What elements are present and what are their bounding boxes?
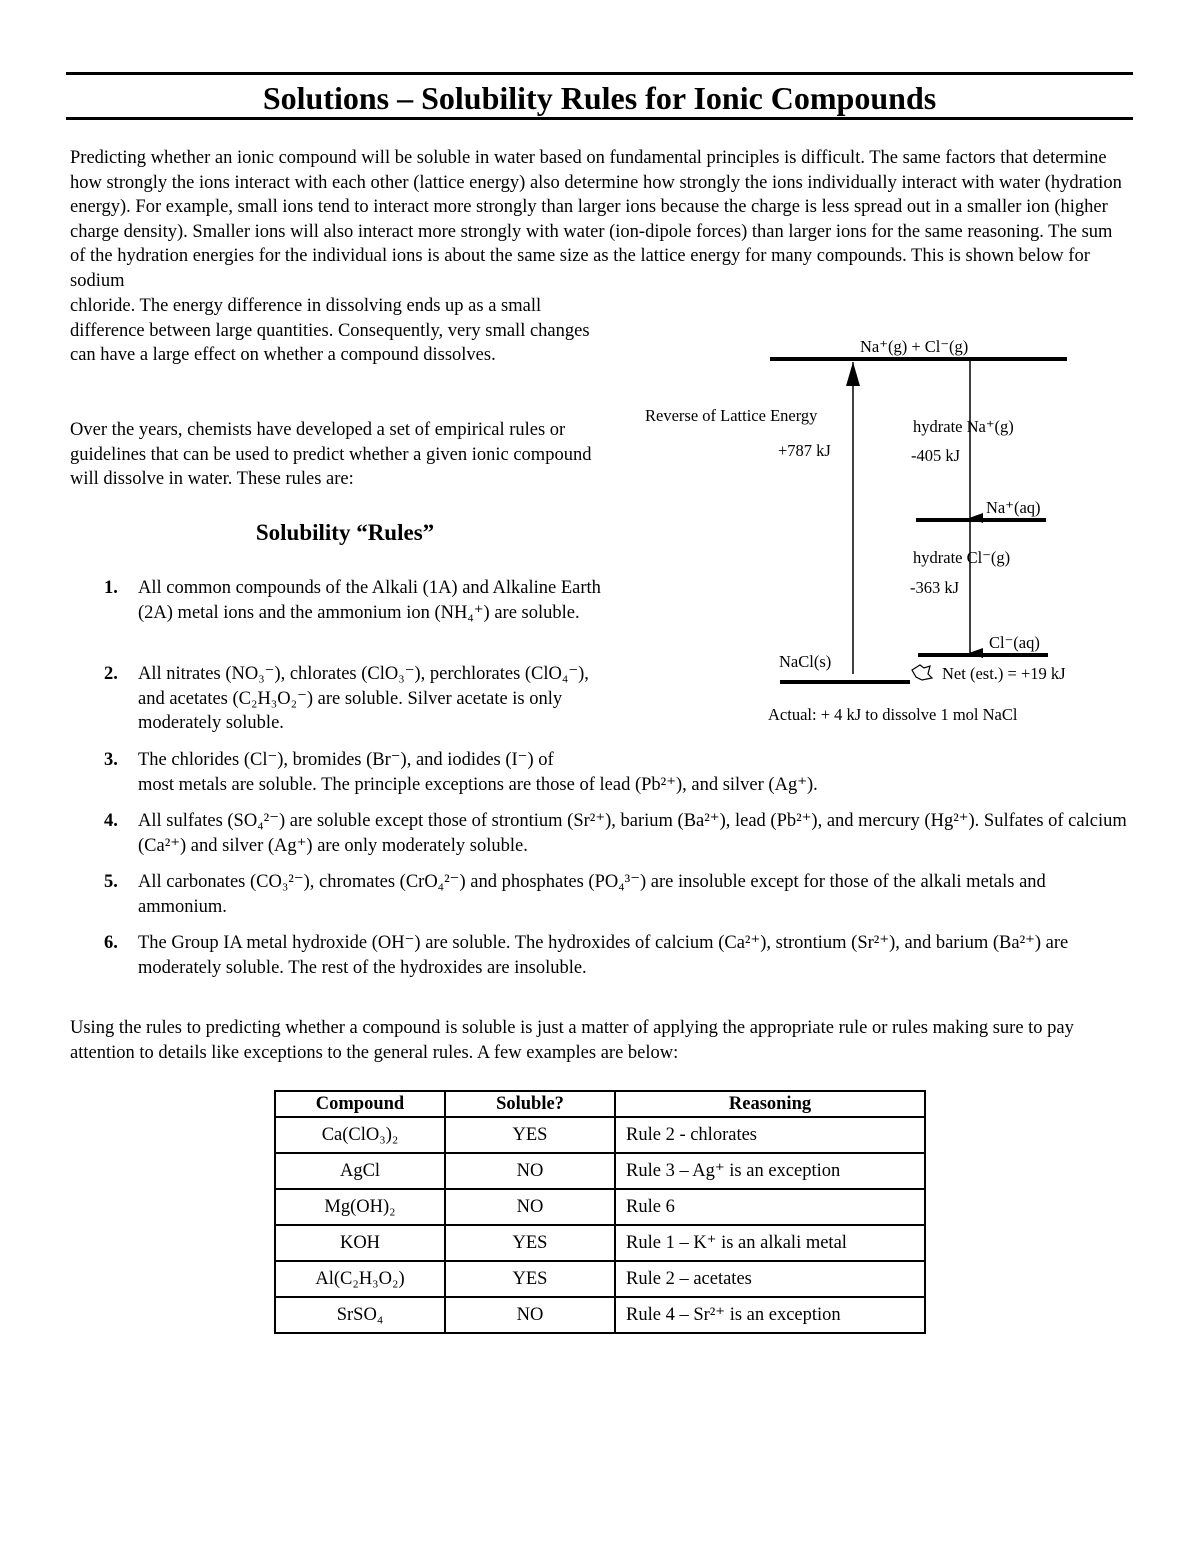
compound-cell: Ca(ClO₃)₂ <box>275 1117 445 1153</box>
table-row <box>275 1225 925 1261</box>
lattice-value: +787 kJ <box>778 441 831 460</box>
table-row <box>275 1297 925 1333</box>
rules-intro-paragraph: Over the years, chemists have developed a set of empirical rules or guidelines that can be used to predict whether a given ionic compound will dissolve in water. These rules are: <box>70 420 592 490</box>
rule-number: 3. <box>104 750 118 770</box>
gas-ions-label: Na⁺(g) + Cl⁻(g) <box>860 337 969 356</box>
hydrate-cl-value: -363 kJ <box>910 578 960 597</box>
rule-number: 4. <box>104 811 118 831</box>
rule-number: 5. <box>104 872 118 892</box>
closing-paragraph: Using the rules to predicting whether a compound is soluble is just a matter of applying the appropriate rule or rules making sure to pay attention to details like exceptions to the general rules. A few examples are below: <box>70 1018 1074 1063</box>
hydrate-na-label: hydrate Na⁺(g) <box>913 417 1014 436</box>
nacl-solid-label: NaCl(s) <box>779 652 832 671</box>
column-header: Compound <box>275 1091 445 1117</box>
compound-cell: KOH <box>275 1225 445 1261</box>
compound-cell: Mg(OH)₂ <box>275 1189 445 1225</box>
reasoning-cell: Rule 1 – K⁺ is an alkali metal <box>615 1225 925 1261</box>
reasoning-cell: Rule 3 – Ag⁺ is an exception <box>615 1153 925 1189</box>
rule-text: The chlorides (Cl⁻), bromides (Br⁻), and iodides (I⁻) of <box>138 750 554 770</box>
rule-text: All common compounds of the Alkali (1A) and Alkaline Earth (2A) metal ions and the ammonium ion (NH₄⁺) are soluble. <box>138 578 601 623</box>
hydrate-na-value: -405 kJ <box>911 446 961 465</box>
reasoning-cell: Rule 6 <box>615 1189 925 1225</box>
cl-aq-label: Cl⁻(aq) <box>989 633 1040 652</box>
rule-text: All carbonates (CO₃²⁻), chromates (CrO₄²⁻) and phosphates (PO₄³⁻) are insoluble except for those of the alkali metals and ammonium. <box>138 872 1046 917</box>
arrow-up-icon <box>846 362 860 386</box>
rule-text: most metals are soluble. The principle exceptions are those of lead (Pb²⁺), and silver (Ag⁺). <box>138 774 818 795</box>
soluble-cell: NO <box>445 1297 615 1333</box>
table-row <box>275 1153 925 1189</box>
reasoning-cell: Rule 2 - chlorates <box>615 1117 925 1153</box>
soluble-cell: YES <box>445 1261 615 1297</box>
table-header-row <box>275 1091 925 1117</box>
rule-item <box>104 870 1104 919</box>
rule-item <box>104 931 1134 980</box>
compound-cell: SrSO₄ <box>275 1297 445 1333</box>
table-row <box>275 1189 925 1225</box>
rule-number: 1. <box>104 578 118 598</box>
column-header: Soluble? <box>445 1091 615 1117</box>
reasoning-cell: Rule 2 – acetates <box>615 1261 925 1297</box>
pointer-hand-icon <box>912 665 932 680</box>
rule-text: The Group IA metal hydroxide (OH⁻) are soluble. The hydroxides of calcium (Ca²⁺), strontium (Sr²⁺), and barium (Ba²⁺) are moderately soluble. The rest of the hydroxides are insoluble. <box>138 933 1069 978</box>
table-row <box>275 1117 925 1153</box>
examples-table <box>274 1090 926 1334</box>
intro-paragraph: Predicting whether an ionic compound will be soluble in water based on fundamental principles is difficult. The same factors that determine how strongly the ions interact with each other (lattice energy) also determine how strongly the ions individually interact with water (hydration energy). For example, small ions tend to interact more strongly than larger ions because the charge is less spread out in a smaller ion (higher charge density). Smaller ions will also interact more strongly with water (ion-dipole forces) than larger ions for the same reasoning. The sum of the hydration energies for the individual ions is about the same size as the lattice energy for many compounds. This is shown below for sodium <box>70 148 1122 291</box>
page-title: Solutions – Solubility Rules for Ionic Compounds <box>262 80 937 116</box>
compound-cell: Al(C₂H₃O₂) <box>275 1261 445 1297</box>
actual-energy-label: Actual: + 4 kJ to dissolve 1 mol NaCl <box>768 705 1018 724</box>
compound-cell: AgCl <box>275 1153 445 1189</box>
na-aq-label: Na⁺(aq) <box>986 498 1041 517</box>
rule-text: All sulfates (SO₄²⁻) are soluble except those of strontium (Sr²⁺), barium (Ba²⁺), lead (Pb²⁺), and mercury (Hg²⁺). Sulfates of calcium (Ca²⁺) and silver (Ag⁺) are only moderately soluble. <box>138 811 1127 856</box>
energy-diagram <box>0 0 1200 760</box>
soluble-cell: NO <box>445 1189 615 1225</box>
rules-heading: Solubility “Rules” <box>255 520 435 545</box>
rule-item <box>104 809 1134 858</box>
hydrate-cl-label: hydrate Cl⁻(g) <box>913 548 1011 567</box>
soluble-cell: YES <box>445 1225 615 1261</box>
table-row <box>275 1261 925 1297</box>
rule-number: 6. <box>104 933 118 953</box>
column-header: Reasoning <box>615 1091 925 1117</box>
rule-number: 2. <box>104 664 118 684</box>
soluble-cell: NO <box>445 1153 615 1189</box>
lattice-label: Reverse of Lattice Energy <box>645 406 818 425</box>
intro-paragraph-continued: chloride. The energy difference in dissolving ends up as a small difference between large quantities. Consequently, very small changes can have a large effect on whether a compound dissolves. <box>70 296 590 366</box>
soluble-cell: YES <box>445 1117 615 1153</box>
rule-text: All nitrates (NO₃⁻), chlorates (ClO₃⁻), perchlorates (ClO₄⁻), and acetates (C₂H₃O₂⁻) are soluble. Silver acetate is only moderately soluble. <box>138 664 589 734</box>
reasoning-cell: Rule 4 – Sr²⁺ is an exception <box>615 1297 925 1333</box>
net-energy-label: Net (est.) = +19 kJ <box>942 664 1066 683</box>
